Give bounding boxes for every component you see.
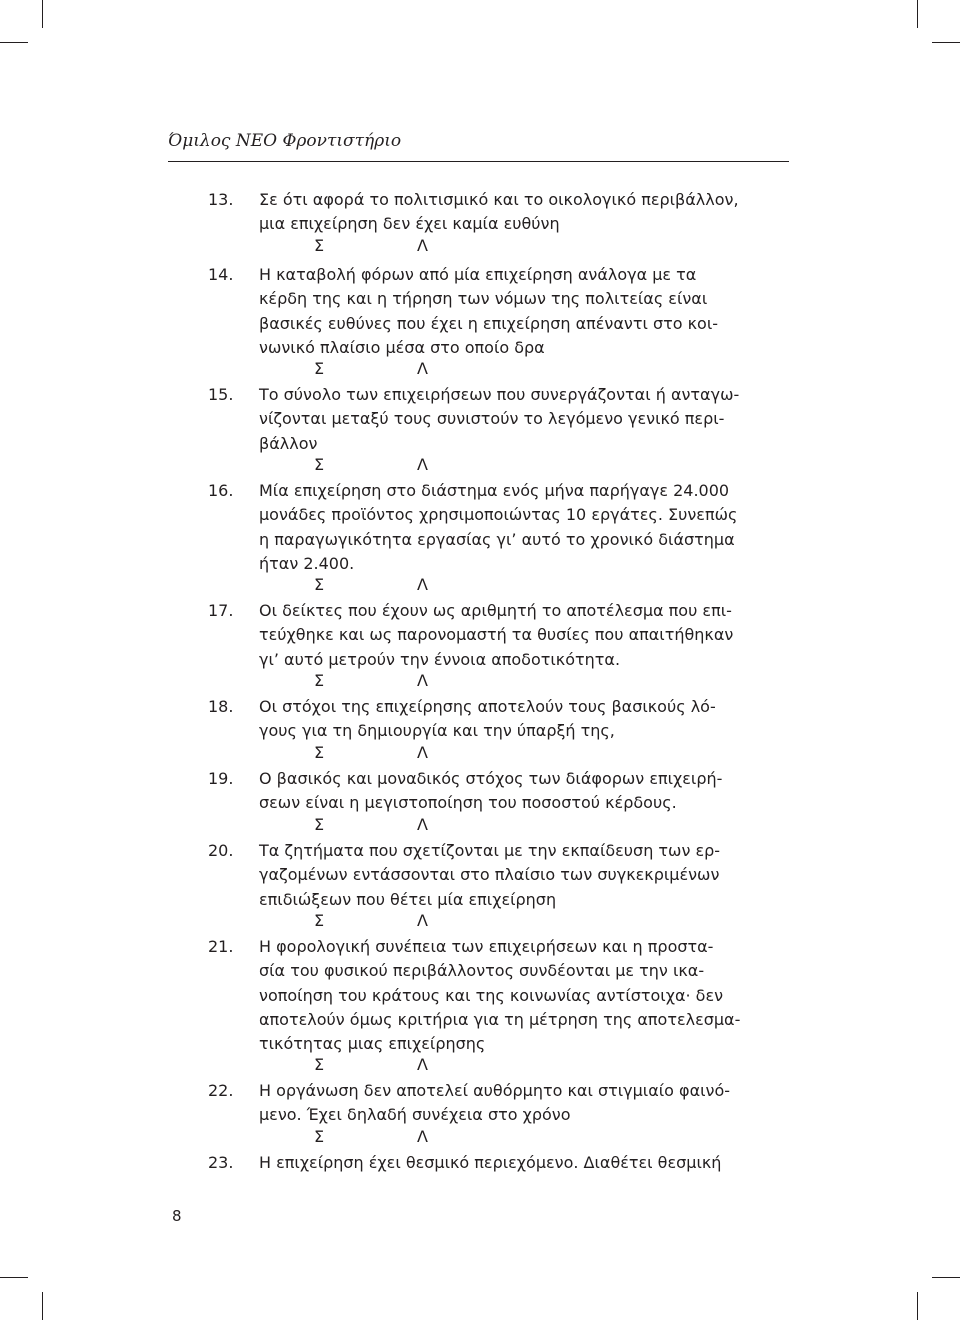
answer-false-option[interactable]: Λ [417,1055,428,1074]
question-text-line: βάλλον [259,433,318,453]
answer-true-option[interactable]: Σ [314,911,325,930]
question-number: 18. [208,697,234,716]
question-number: 20. [208,841,234,860]
question-text-line: Τα ζητήματα που σχετίζονται με την εκπαίδευση των ερ- [259,841,721,860]
answer-false-option[interactable]: Λ [417,455,428,474]
question-number: 17. [208,601,234,620]
question-text-line: γους για τη δημιουργία και την ύπαρξή της, [259,721,615,741]
question-text-line: Σε ότι αφορά το πολιτισμικό και το οικολογικό περιβάλλον, [259,190,739,209]
question-number: 23. [208,1153,234,1172]
answer-true-option[interactable]: Σ [314,575,325,594]
question-text-line: τικότητας μιας επιχείρησης [259,1034,486,1054]
answer-false-option[interactable]: Λ [417,815,428,834]
question-number: 21. [208,937,234,956]
question-text-line: Η επιχείρηση έχει θεσμικό περιεχόμενο. Διαθέτει θεσμική [259,1153,722,1172]
page-number: 8 [172,1207,182,1225]
answer-true-option[interactable]: Σ [314,671,325,690]
question-number: 13. [208,190,234,209]
question-text-line: νωνικό πλαίσιο μέσα στο οποίο δρα [259,337,545,357]
question-text-line: Μία επιχείρηση στο διάστημα ενός μήνα παρήγαγε 24.000 [259,481,730,500]
question-text-line: ήταν 2.400. [259,553,355,573]
question-text-line: Ο βασικός και μοναδικός στόχος των διάφορων επιχειρή- [259,769,723,788]
answer-false-option[interactable]: Λ [417,911,428,930]
question-text-line: γι’ αυτό μετρούν την έννοια αποδοτικότητα. [259,649,621,669]
question-text-line: σία του φυσικού περιβάλλοντος συνδέονται με την ικα- [259,961,705,981]
question-text-line: Η φορολογική συνέπεια των επιχειρήσεων και η προστα- [259,937,714,956]
question-text-line: τεύχθηκε και ως παρονομαστή τα θυσίες που απαιτήθηκαν [259,625,734,645]
question-text-line: νοποίηση του κράτους και της κοινωνίας αντίστοιχα· δεν [259,985,724,1005]
question-text-line: Η οργάνωση δεν αποτελεί αυθόρμητο και στιγμιαίο φαινό- [259,1081,731,1100]
answer-false-option[interactable]: Λ [417,1127,428,1146]
question-text-line: επιδιώξεων που θέτει μία επιχείρηση [259,889,557,909]
question-text-line: Η καταβολή φόρων από μία επιχείρηση ανάλογα με τα [259,265,697,284]
answer-false-option[interactable]: Λ [417,236,428,255]
answer-true-option[interactable]: Σ [314,1055,325,1074]
answer-false-option[interactable]: Λ [417,359,428,378]
question-number: 14. [208,265,234,284]
question-number: 19. [208,769,234,788]
question-text-line: αποτελούν όμως κριτήρια για τη μέτρηση της αποτελεσμα- [259,1009,741,1029]
answer-false-option[interactable]: Λ [417,743,428,762]
answer-true-option[interactable]: Σ [314,743,325,762]
question-text-line: η παραγωγικότητα εργασίας γι’ αυτό το χρονικό διάστημα [259,529,735,549]
question-text-line: γαζομένων εντάσσονται στο πλαίσιο των συγκεκριμένων [259,865,720,885]
answer-false-option[interactable]: Λ [417,575,428,594]
question-number: 15. [208,385,234,404]
answer-true-option[interactable]: Σ [314,815,325,834]
answer-false-option[interactable]: Λ [417,671,428,690]
question-text-line: Το σύνολο των επιχειρήσεων που συνεργάζονται ή ανταγω- [259,385,740,404]
question-text-line: μενο. Έχει δηλαδή συνέχεια στο χρόνο [259,1105,571,1125]
question-text-line: νίζονται μεταξύ τους συνιστούν το λεγόμενο γενικό περι- [259,409,725,429]
question-text-line: μια επιχείρηση δεν έχει καμία ευθύνη [259,214,560,234]
question-number: 22. [208,1081,234,1100]
question-text-line: Οι στόχοι της επιχείρησης αποτελούν τους βασικούς λό- [259,697,716,716]
question-text-line: σεων είναι η μεγιστοποίηση του ποσοστού κέρδους. [259,793,677,813]
running-header: Όμιλος ΝΕΟ Φροντιστήριο [168,131,402,151]
answer-true-option[interactable]: Σ [314,359,325,378]
answer-true-option[interactable]: Σ [314,1127,325,1146]
question-text-line: κέρδη της και η τήρηση των νόμων της πολιτείας είναι [259,289,708,309]
question-number: 16. [208,481,234,500]
question-text-line: μονάδες προϊόντος χρησιμοποιώντας 10 εργάτες. Συνεπώς [259,505,738,525]
question-text-line: βασικές ευθύνες που έχει η επιχείρηση απέναντι στο κοι- [259,313,719,333]
question-text-line: Οι δείκτες που έχουν ως αριθμητή το αποτέλεσμα που επι- [259,601,732,620]
answer-true-option[interactable]: Σ [314,455,325,474]
answer-true-option[interactable]: Σ [314,236,325,255]
